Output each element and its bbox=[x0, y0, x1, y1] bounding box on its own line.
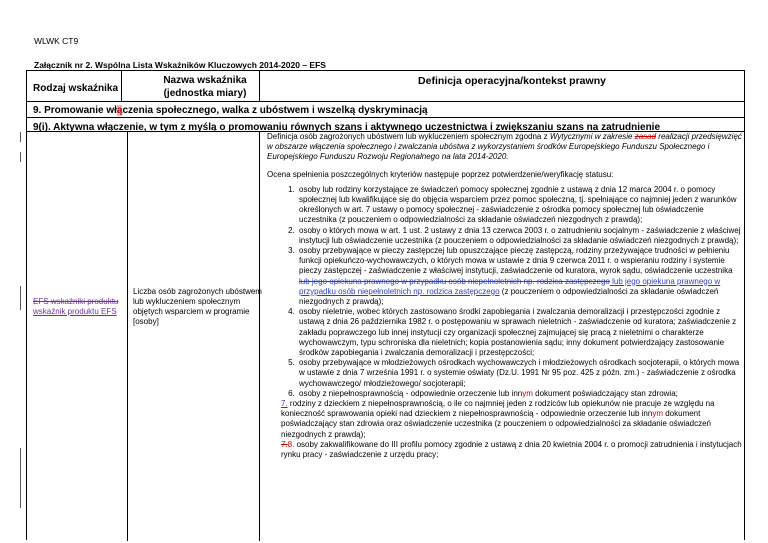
column-header-name: Nazwa wskaźnika (jednostka miary) bbox=[163, 75, 247, 99]
column-header-definition: Definicja operacyjna/kontekst prawny bbox=[418, 75, 606, 87]
definition-cell bbox=[267, 132, 743, 460]
section-9-heading: 9. Promowanie włączenia społecznego, walka z ubóstwem i wszelką dyskryminacją bbox=[33, 105, 428, 116]
inserted-type-text: wskaźnik produktu EFS bbox=[33, 307, 117, 316]
table-caption: Załącznik nr 2. Wspólna Lista Wskaźników Kluczowych 2014-2020 – EFS bbox=[34, 60, 326, 70]
criteria-list bbox=[267, 185, 743, 399]
criteria-item: 1. osoby lub rodziny korzystające ze świadczeń pomocy społecznej zgodnie z ustawą z dnia 12 marca 2004 r. o pomocy społecznej lub kwalifikujące się do objęcia wsparciem przez pomoc społeczną, tj. spełniające co najmniej jeden z warunków określonych w art. 7 ustawy o pomocy społecznej - zaświadczenie z ośrodka pomocy społecznej lub oświadczenie uczestnika (z pouczeniem o odpowiedzialności za składanie oświadczeń niezgodnych z prawdą); bbox=[297, 185, 743, 226]
criteria-item: 5. osoby przebywające w młodzieżowych ośrodkach wychowawczych i młodzieżowych ośrodkach socjoterapii, o których mowa w ustawie z dnia 7 września 1991 r. o systemie oświaty (Dz.U. 1991 Nr 95 poz. 425 z późn. zm.) - zaświadczenie z ośrodka wychowawczego/ młodzieżowego/ socjoterapii; bbox=[297, 358, 743, 389]
criteria-item-7: 7. rodziny z dzieckiem z niepełnosprawnością, o ile co najmniej jeden z rodziców lub opiekunów nie pracuje ze względu na konieczność sprawowania opieki nad dzieckiem z niepełnosprawnością - odpowiednie orzeczenie lub innym dokument poświadczający stan zdrowia oraz oświadczenie uczestnika (z pouczeniem o odpowiedzialności za składanie oświadczeń niezgodnych z prawdą); bbox=[281, 399, 715, 439]
document-code: WLWK CT9 bbox=[34, 36, 79, 46]
struck-type-text: EFS wskaźniki produktu bbox=[33, 297, 119, 306]
criteria-item: 3. osoby przebywające w pieczy zastępczej lub opuszczające pieczę zastępczą, rodziny przeżywające trudności w pełnieniu funkcji opiekuńczo-wychowawczych, o których mowa w ustawie z dnia 9 czerwca 2011 r. o wspieraniu rodziny i systemie pieczy zastępczej - zaświadczenie z właściwej instytucji, zaświadczenie od kuratora, wyrok sądu, oświadczenie uczestnika lub jego opiekuna prawnego w przypadku osób niepełnoletnich np. rodzica zastępczego lub jego opiekuna prawnego w przypadku osób niepełnoletnich np. rodzica zastępczego (z pouczeniem o odpowiedzialności za składanie oświadczeń niezgodnych z prawdą); bbox=[297, 246, 743, 307]
criteria-item: 2. osoby o których mowa w art. 1 ust. 2 ustawy z dnia 13 czerwca 2003 r. o zatrudnieniu socjalnym - zaświadczenie z właściwej instytucji lub oświadczenie uczestnika (z pouczeniem o odpowiedzialności za składanie oświadczeń niezgodnych z prawdą); bbox=[297, 226, 743, 246]
criteria-item: 6. osoby z niepełnosprawnością - odpowiednie orzeczenie lub innym dokument poświadczający stan zdrowia; bbox=[297, 389, 743, 399]
criteria-item: 4. osoby nieletnie, wobec których zastosowano środki zapobiegania i zwalczania demoralizacji i przestępczości zgodnie z ustawą z dnia 26 października 1982 r. o postępowaniu w sprawach nieletnich - zaświadczenie od kuratora; zaświadczenie z zakładu poprawczego lub innej instytucji czy organizacji społecznej zajmującej się pracą z nieletnimi o charakterze wychowawczym, typu schroniska dla nieletnich; kopia postanowienia sądu; inny dokument potwierdzający zastosowanie środków zapobiegania i zwalczania demoralizacji i przestępczości; bbox=[297, 307, 743, 358]
criteria-intro: Ocena spełnienia poszczególnych kryteriów następuje poprzez potwierdzenie/weryfikację statusu: bbox=[267, 169, 614, 179]
section-9i-heading: 9(i). Aktywna włączenie, w tym z myślą o promowaniu równych szans i aktywnego uczestnictwa i zwiększaniu szans na zatrudnienie bbox=[33, 122, 661, 133]
indicator-type-cell bbox=[33, 297, 127, 317]
criteria-item-8: 7.8. osoby zakwalifikowane do III profilu pomocy zgodnie z ustawą z dnia 20 kwietnia 2004 r. o promocji zatrudnienia i instytucjach rynku pracy - zaświadczenie z urzędu pracy; bbox=[281, 439, 742, 460]
indicator-table bbox=[26, 70, 745, 540]
definition-intro: Definicja osób zagrożonych ubóstwem lub wykluczeniem społecznym zgodna z Wytycznymi w zakresie zasad realizacji przedsięwzięć w obszarze włączenia społecznego i zwalczania ubóstwa z wykorzystaniem środków Europejskiego Funduszu Społecznego i Europejskiego Funduszu Rozwoju Regionalnego na lata 2014-2020. bbox=[267, 132, 742, 162]
indicator-name-cell: Liczba osób zagrożonych ubóstwem lub wykluczeniem społecznym objętych wsparciem w programie [osoby] bbox=[133, 287, 262, 326]
column-header-type: Rodzaj wskaźnika bbox=[33, 83, 119, 94]
